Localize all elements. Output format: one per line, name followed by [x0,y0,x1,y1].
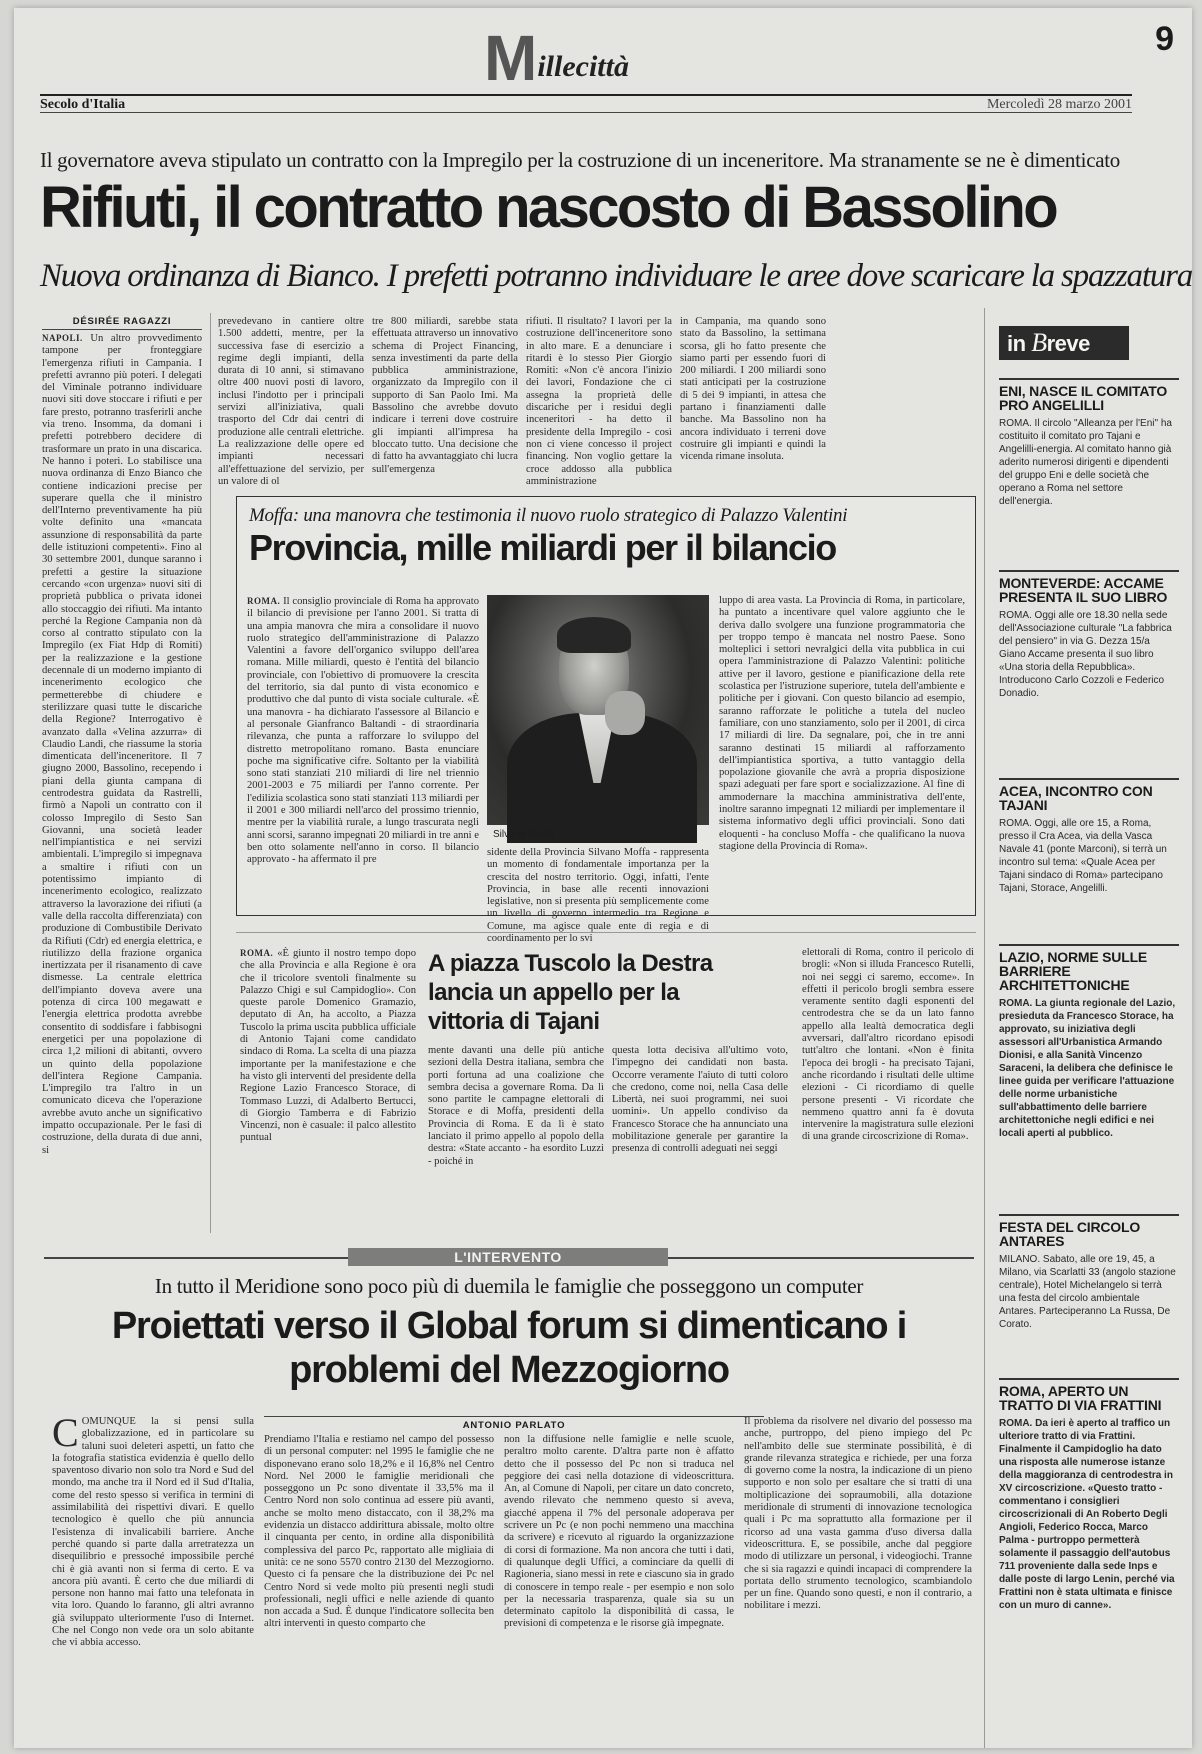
in-breve-logo-b: B [1031,328,1047,357]
in-breve-logo [999,326,1129,360]
lead-byline: DÉSIRÉE RAGAZZI [42,316,202,330]
photo-caption: Silvano Moffa [493,829,554,840]
brief-text: MILANO. Sabato, alle ore 19, 45, a Milano, via Scarlatti 33 (angolo stazione centrale), Hotel Michelangelo si terrà una festa del circolo ambientale Antares. Parteciperanno La Russa, De Corato. [999,1254,1176,1330]
tuscolo-dateline: ROMA. [240,948,274,958]
brief-item [999,944,1179,1140]
masthead-rule [40,94,1132,96]
tuscolo-column-1-text: «È giunto il nostro tempo dopo che alla Provincia e alla Regione è ora che il tricolore sventoli finalmente su Palazzo Chigi e sul Campidoglio». Con queste parole Domenico Gramazio, deputato di An, ha accolto, a Piazza Tuscolo la prima uscita pubblica ufficiale di Antonio Tajani come candidato sindaco di Roma. La scelta di una piazza importante per la manifestazione e che ha visto gli interventi del presidente della Regione Lazio Francesco Storace, di Tommaso Luzzi, di Adalberto Bertucci, di Giorgio Tamberra e di Fabrizio Vincenzi, non è casuale: il palco allestito puntual [240,948,416,1144]
page-number: 9 [1155,20,1174,58]
in-breve-logo-in: in [1007,331,1026,356]
provincia-dateline: ROMA. [247,596,281,606]
lead-dateline: NAPOLI. [42,333,83,343]
in-breve-sidebar [984,308,1184,1748]
lead-column-2: prevedevano in cantiere oltre 1.500 addetti, mentre, per la successiva fase di esercizio a regime degli impianti, della durata di 10 anni, si stimavano oltre 400 nuovi posti di lavoro, inclusi l'indotto per i principali servizi all'iniziativa, quali trasporto del Cdr dai centri di produzione alle centrali elettriche. La realizzazione delle opere ed impianti necessari all'effettuazione del servizio, per un valore di ol [218,316,364,487]
brief-text: ROMA. Il circolo "Alleanza per l'Eni" ha costituito il comitato pro Tajani e Angelilli-energia. Al comitato hanno già aderito numerosi dirigenti e dipendenti del gruppo Eni e delle società che operano a Roma nel settore dell'energia. [999,418,1172,507]
section-logo-initial: M [484,22,536,94]
brief-item [999,1214,1179,1331]
brief-title: MONTEVERDE: ACCAME PRESENTA IL SUO LIBRO [999,570,1179,604]
lead-kicker: Il governatore aveva stipulato un contratto con la Impregilo per la costruzione di un inceneritore. Ma stranamente se ne è dimenticato [40,148,1120,172]
brief-title: FESTA DEL CIRCOLO ANTARES [999,1214,1179,1248]
brief-item [999,378,1179,508]
lead-column-1 [42,332,202,1232]
portrait-photo [487,595,709,825]
brief-item [999,1378,1179,1612]
brief-text: ROMA. Da ieri è aperto al traffico un ulteriore tratto di via Frattini. Finalmente il Campidoglio ha dato una risposta alle numerose istanze della maggioranza di centrodestra in XV circoscrizione. «Questo tratto - commentano i consiglieri circoscrizionali di An Roberto Degli Angioli, Federico Rocca, Marco Palma - purtroppo permetterà solamente il passaggio dell'autobus 711 proveniente dalla sede Inps e dalle poste di largo Lenin, perché via Frattini non è stata ultimata e finisce con un muro di canne». [999,1418,1175,1611]
provincia-kicker: Moffa: una manovra che testimonia il nuovo ruolo strategico di Palazzo Valentini [249,505,848,526]
intervento-column-2: Prendiamo l'Italia e restiamo nel campo del possesso di un personal computer: nel 1995 le famiglie che ne disponevano erano solo 18,2% e il 16,8% nel Centro Nord. Nel 2000 le famiglie meridionali che posseggono un Pc sono diventate il 33,5% ma il Centro Nord non solo continua ad essere più avanti, anche se molto meno distaccato, con il 38,2% ma evidenzia un distacco addirittura abissale, molto oltre il cinquanta per cento, in ordine alla disponibilità complessiva del parco Pc, rapportato alle migliaia di unità: ce ne sono 5570 contro 2130 del Mezzogiorno. Questo ci fa pensare che la distribuzione dei Pc nel Centro Nord si vede molto più presenti negli studi professionali, negli uffici e nelle aziende di quanto non accada a Sud. È dunque l'indicatore sollecita ben altri interventi in questo comparto che [264,1434,494,1630]
provincia-box [236,496,976,945]
brief-item [999,778,1179,895]
newspaper-page [14,8,1192,1748]
provincia-column-1-text: Il consiglio provinciale di Roma ha approvato il bilancio di previsione per l'anno 2001. Si tratta di una ampia manovra che mira a consolidare il nuovo ruolo strategico dell'amministrazione di Palazzo Valentini a favore dell'organico sviluppo dell'area romana. Mille miliardi, questo è l'entità del bilancio provinciale, con l'obiettivo di promuovere la crescita del territorio, sia dal punto di vista economico e produttivo che dal punto di vista sociale culturale. «È una manovra - ha dichiarato l'assessore al Bilancio e al personale Gianfranco Baltandi - di straordinaria rilevanza, che punta a rafforzare lo sviluppo del distretto metropolitano romano. Basta enunciare poche ma significative cifre. Soltanto per la viabilità sono stati stanziati 210 miliardi di lire nel triennio 2001-2003 e 75 miliardi per l'anno corrente. Per l'edilizia scolastica sono stati stanziati 113 miliardi per il 2001 e 300 miliardi nell'arco del prossimo triennio, mentre per la viabilità rurale, a lungo trascurata negli anni scorsi, saranno impegnati 20 miliardi in tre anni e ben otto solamente nell'anno in corso. Il bilancio approvato - ha affermato il pre [247,596,479,866]
intervento-byline: ANTONIO PARLATO [264,1416,764,1431]
in-breve-logo-rest: reve [1046,331,1090,356]
intervento-column-1-text: OMUNQUE la si pensi sulla globalizzazione, ed in particolare su taluni suoi deleteri aspetti, un fatto che la fotografia statistica evidenzia è quello dello spaventoso divario non solo tra Nord e Sud del mondo, ma anche tra il Nord ed il Sud d'Italia, come del resto spesso si verifica in termini di assimilabilità dei rispettivi divari. E quello tecnologico è quello che più annuncia l'esistenza di invalicabili barriere. Anche perché quando si parte dalla arretratezza un disequilibrio e pressoché impossibile perché chi è già avanti non si ferma di certo. E va ancora più avanti. È certo che due miliardi di persone non hanno mai fatto una telefonata in vita loro. Quando lo faranno, gli altri avranno già sviluppato ulteriormente l'uso di Internet. Che nel Congo non vede ora un solo abitante che vi abbia accesso. [52,1416,254,1649]
brief-title: ENI, NASCE IL COMITATO PRO ANGELILLI [999,378,1179,412]
tuscolo-column-4: elettorali di Roma, contro il pericolo di brogli: «Non si illuda Francesco Rutelli, noi nei seggi ci saremo, eccome». In effetti il pericolo brogli sembra essere veramente sentito dagli esponenti del centrodestra che se da un lato fanno appello alla lealtà democratica degli avversari, dall'altro ricordano episodi tutt'altro che lontani. «Non è finita l'epoca dei brogli - ha precisato Tajani, anche ricordando i risultati delle ultime elezioni - Ci ricordiamo di quelle persone presenti - Vi ricordate che nemmeno quattro anni fa è dovuta intervenire la magistratura sulle elezioni di una grande circoscrizione di Roma». [802,947,974,1143]
lead-column-5: in Campania, ma quando sono stato da Bassolino, la settimana scorsa, gli ho fatto presente che siamo parti per essendo fuori di 200 miliardi. I 200 miliardi sono stati anticipati per la costruzione di 5 dei 9 impianti, in attesa che partano i finanziamenti dalle banche. Ma Bassolino non ha ancora individuato i terreni dove costruire gli impianti e quindi la vicenda rimane insoluta. [680,316,826,463]
photo-hair-shape [557,617,631,653]
section-logo [484,22,629,94]
tuscolo-column-3: questa lotta decisiva all'ultimo voto, l'impegno dei candidati non basta. Occorre veramente l'aiuto di tutti coloro che credono, come noi, nella Casa delle Libertà, nei suoi programmi, nei suoi uomini». Un appello condiviso da Francesco Storace che ha annunciato una mobilitazione generale per garantire la presenza di controlli adeguati nei seggi [612,1045,788,1155]
brief-text: ROMA. Oggi, alle ore 15, a Roma, presso il Cra Acea, via della Vasca Navale 41 (ponte Marconi), si terrà un incontro sul tema: «Quale Acea per Tajani sindaco di Roma» partecipano Tajani, Storace, Angelilli. [999,818,1167,894]
brief-item [999,570,1179,700]
lead-subhead: Nuova ordinanza di Bianco. I prefetti potranno individuare le aree dove scaricare la spazzatura [40,258,1193,294]
lead-column-4: rifiuti. Il risultato? I lavori per la costruzione dell'inceneritore sono in alto mare. E a denunciare i ritardi è lo stesso Pier Giorgio Romiti: «Non c'è ancora l'inizio dei lavori, Fondazione che ci assegna la proprietà delle discariche per i residui degli inceneritori - ha detto il presidente della Impregilo - così non ci viene concesso il project financing. Non voglio gettare la croce addosso alla pubblica amministrazione [526,316,672,487]
brief-title: ACEA, INCONTRO CON TAJANI [999,778,1179,812]
tuscolo-headline: A piazza Tuscolo la Destra lancia un appello per la vittoria di Tajani [428,950,713,1035]
provincia-column-1 [247,595,479,907]
paper-name: Secolo d'Italia [40,97,126,112]
brief-text: ROMA. La giunta regionale del Lazio, presieduta da Francesco Storace, ha approvato, su iniziativa degli assessori all'Urbanistica Armando Dionisi, e alla Sanità Vincenzo Saraceni, la delibera che definisce le linee guida per verificare l'attuazione delle norme urbanistiche sull'abbattimento delle barriere architettoniche negli edifici e nei locali aperti al pubblico. [999,998,1176,1139]
lead-column-3: tre 800 miliardi, sarebbe stata effettuata attraverso un innovativo schema di Project Financing, senza investimenti da parte della pubblica amministrazione, organizzato da Impregilo con il supporto di San Paolo Imi. Ma Bassolino che avrebbe dovuto indicare i terreni dove costruire gli impianti all'impresa ha bloccato tutto. Una decisione che di fatto ha avvantaggiato chi lucra sull'emergenza [372,316,518,475]
brief-text: ROMA. Oggi alle ore 18.30 nella sede dell'Associazione culturale "La fabbrica del pensiero" in via G. Dezza 15/a Giano Accame presenta il suo libro «Una storia della Repubblica». Introducono Carlo Cozzoli e Federico Donadio. [999,610,1172,699]
brief-title: LAZIO, NORME SULLE BARRIERE ARCHITETTONICHE [999,944,1179,992]
lead-column-1-text: Un altro provvedimento tampone per fronteggiare l'emergenza rifiuti in Campania. I prefetti avranno più poteri. I delegati del Viminale potranno individuare nuovi siti dove stoccare i rifiuti e per fare presto, potranno trasferirli anche via treno. Insomma, da domani i prefetti potrebbero decidere di trasformare un prato in una discarica. Ne hanno i poteri. Lo stabilisce una nuova ordinanza di Enzo Bianco che contiene indicazioni precise per superare quella che il ministro dell'Interno preventivamente ha più volte definito una «mancata assunzione di responsabilità da parte delle istituzioni competenti». Fino al 30 settembre 2001, dunque saranno i prefetti a gestire la situazione cercando «con urgenza» nuovi siti di proprietà pubblica o privata idonei allo stoccaggio dei rifiuti. Ma intanto perché la Regione Campania non dà corso al contratto stipulato con la Impregilo (ex Fiat Hdp di Romiti) per la realizzazione e la gestione decennale di un moderno impianto di incenerimento ecologico che permetterebbe di chiudere e sterilizzare quasi tutte le discariche della Regione? Interrogativo è avanzato dalla «Velina azzurra» di Claudio Landi, che riassume la storia dimenticata dell'inceneritore. Il 7 giugno 2000, Bassolino, recependo i piani della giunta campana di centrodestra guidata da Rastrelli, firmò a Napoli un contratto con il colosso Impregilo di Sesto San Giovanni, una società leader nell'impiantistica e nei servizi ambientali. L'impregilo si impegnava a smaltire i rifiuti con un potentissimo impianto di incenerimento ecologico, realizzato attraverso la lavorazione dei rifiuti (a valle della raccolta differenziata) con produzione di Combustibile Derivato da Rifiuti (Cdr) ed energia elettrica, e riutilizzo della frazione organica inertizzata per il risanamento di cave dismesse. La centrale elettrica dell'impianto doveva avere una potenza di circa 100 megawatt e l'energia elettrica prodotta avrebbe consentito di soddisfare i fabbisogni energetici per una popolazione di circa 1,2 milioni di abitanti, ovvero un quinto della popolazione dell'intera Regione Campania. L'impregilo tra l'altro in un comunicato diceva che l'operazione avrebbe avuto anche un significativo impatto occupazionale. Per le fasi di costruzione, della durata di due anni, si [42,333,202,1156]
intervento-column-3: non la diffusione nelle famiglie e nelle scuole, peraltro molto carente. D'altra parte non è affatto detto che il possesso del Pc non si traduca nel peggiore dei casi nella dotazione di videoscrittura. An, al Comune di Napoli, per citare un dato concreto, avendo rilevato che nemmeno questo si aveva, giacché appena il 7% del personale adoperava per scrivere un Pc (e non pochi nemmeno una macchina da scrivere) e ricevuto al riguardo la organizzazione di corsi di formazione. Ma non ancora che tutti i dati, di qualunque degli Uffici, a cominciare da quelli di Ragioneria, siano messi in rete e ciascuno sia in grado di conoscere in tempo reale - per esempio e non solo per la necessaria trasparenza, quale sia su un determinato capitolo la disponibilità di cassa, le previsioni di competenza e le risorse già impegnate. [504,1434,734,1630]
intervento-kicker: In tutto il Meridione sono poco più di duemila le famiglie che posseggono un computer [154,1274,864,1298]
issue-date: Mercoledì 28 marzo 2001 [986,97,1132,112]
section-logo-text: illecittà [537,50,629,83]
intervento-headline: Proiettati verso il Global forum si dimenticano i problemi del Mezzogiorno [111,1305,907,1391]
intervento-column-1 [52,1410,254,1741]
masthead [14,8,1192,112]
lead-headline: Rifiuti, il contratto nascosto di Bassolino [40,175,1057,240]
provincia-column-3: luppo di area vasta. La Provincia di Roma, in particolare, ha puntato a incentivare quel valore aggiunto che le deriva dallo svolgere una funzione programmatoria che per troppo tempo è mancata nel nostro Paese. Sono molteplici i settori nevralgici della vita pubblica in cui opera l'amministrazione di Palazzo Valentini: politiche attive per il lavoro, gestione e pianificazione della rete scolastica per l'istruzione superiore, tutela dell'ambiente e politiche per i giovani. Con questo bilancio ad esempio, saranno rafforzate le politiche a tutela del nucleo familiare, con uno stanziamento, solo per il 2001, di circa 17 miliardi di lire. Da segnalare, poi, che in tre anni saranno destinati 15 miliardi al rafforzamento dell'impiantistica sportiva, a tutto vantaggio della popolazione giovanile che avrà a propria disposizione spazi adeguati per fare sport e socializzazione. Al fine di ammodernare la macchina amministrativa dell'ente, inoltre saranno impegnati 12 miliardi per implementare il sistema informativo degli uffici provinciali. Sono dati eloquenti - ha concluso Moffa - che qualificano la nuova stagione della Provincia di Roma». [719,595,965,852]
intervento-tag: L'INTERVENTO [348,1248,668,1266]
column-rule [210,313,211,1233]
tuscolo-column-1 [240,947,416,1163]
intervento-column-4: Il problema da risolvere nel divario del possesso ma anche, purtroppo, del pieno impiego del Pc nell'ambito delle sue sterminate possibilità, è di grande rilevanza strategica e richiede, per una forza di governo come la nostra, la indicazione di un pieno supporto e non solo per esaltare che si tratti di una moltiplicazione dei sopraumobili, alla dotazione meridionale di strumenti di innovazione tecnologica quali i Pc ma soprattutto alla formazione per il ricorso ad una vasta gamma d'uso diversa dalla videoscrittura. E, se possibile, anche dal peggiore modo di utilizzare un personal, i videogiochi. Tranne che si sia ragazzi e quindi incapaci di comprendere la portata dello strumento tecnologico, scambiandolo per un fine. Quando sono questi, e non il contrario, a nobilitare i mezzi. [744,1416,972,1612]
brief-title: ROMA, APERTO UN TRATTO DI VIA FRATTINI [999,1378,1179,1412]
lead-column-6 [834,316,976,486]
tuscolo-article [236,932,976,1167]
photo-hand-shape [605,691,645,735]
tuscolo-column-2: mente davanti una delle più antiche sezioni della Destra italiana, sembra che porti fortuna ad una coalizione che sembra decisa a governare Roma. Da lì sono partite le campagne elettorali di Storace e di Moffa, presidenti della Provincia di Roma. E da lì è stato lanciato il primo appello al popolo della destra: «State accanto - ha esordito Luzzi - poiché in [428,1045,604,1167]
masthead-rule-lower [40,112,1132,113]
provincia-headline: Provincia, mille miliardi per il bilancio [249,527,836,568]
intervento-dropcap: C [52,1410,79,1455]
provincia-column-2: sidente della Provincia Silvano Moffa - rappresenta un momento di fondamentale importanza per la crescita del nostro territorio. Oggi, infatti, l'ente Provincia, in base alle recenti innovazioni legislative, non si presenta più semplicemente come un livello di governo intermedio tra Regione e Comune, ma agisce quale ente di regia e di coordinamento per lo svi [487,847,709,945]
